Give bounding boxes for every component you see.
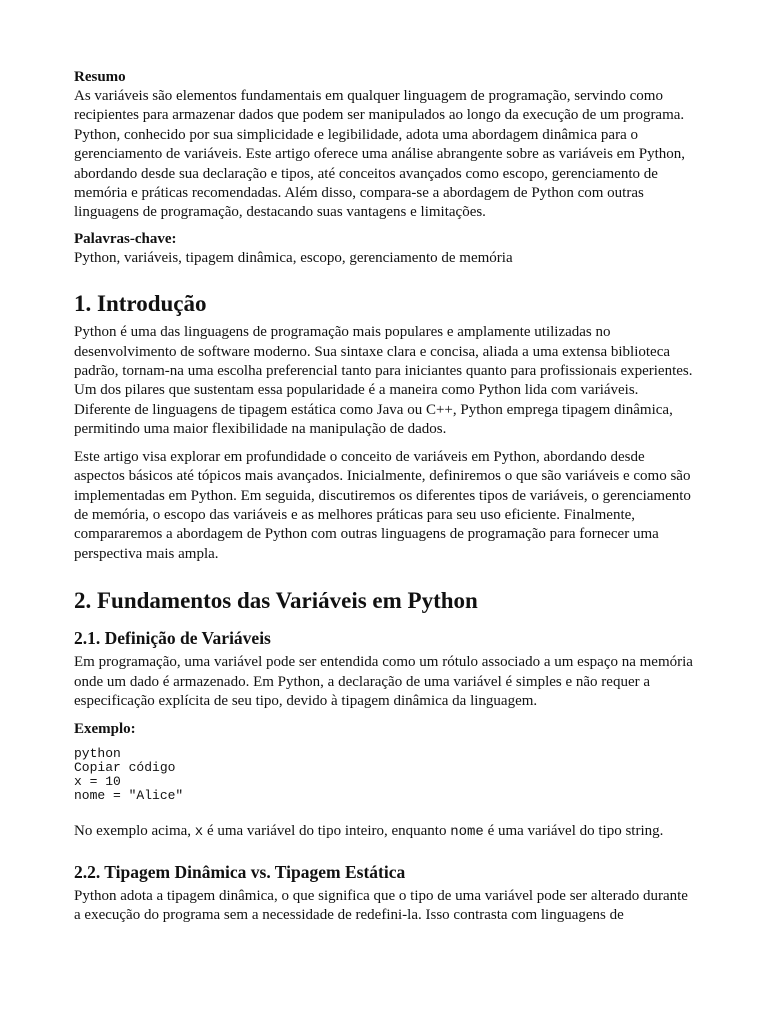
code-copy-label[interactable]: Copiar código [74,760,176,776]
keywords-text: Python, variáveis, tipagem dinâmica, escopo, gerenciamento de memória [74,249,513,266]
section-2-1-explanation [74,822,698,842]
explanation-text: é uma variável do tipo string. [483,822,664,839]
inline-code-x: x [194,823,204,840]
section-2-1-title: 2.1. Definição de Variáveis [74,628,271,649]
keywords-heading: Palavras-chave: [74,230,177,247]
section-2-1-text: Em programação, uma variável pode ser entendida como um rótulo associado a um espaço na memória onde um dado é armazenado. Em Python, a declaração de uma variável é simples e não requer a especificação explícita de seu tipo, devido à tipagem dinâmica da linguagem. [74,654,693,709]
code-block [74,747,698,802]
section-2-2-title: 2.2. Tipagem Dinâmica vs. Tipagem Estática [74,861,406,882]
section-2-2-text: Python adota a tipagem dinâmica, o que significa que o tipo de uma variável pode ser alterado durante a execução do programa sem a necessidade de redefini-la. Isso contrasta com linguagens de [74,887,688,924]
document-page [74,68,698,926]
section-1-title: 1. Introdução [74,291,207,317]
explanation-text: é uma variável do tipo inteiro, enquanto [203,822,451,839]
explanation-text: No exemplo acima, [74,822,195,839]
inline-code-nome: nome [450,823,484,840]
code-line: python [74,746,121,762]
abstract-heading: Resumo [74,69,126,85]
section-1-paragraph-1: Python é uma das linguagens de programação mais populares e amplamente utilizadas no desenvolvimento de software moderno. Sua sintaxe clara e concisa, aliada a uma extensa biblioteca padrão, tornam-na uma escolha preferencial tanto para iniciantes quanto para profissionais experientes. Um dos pilares que sustentam essa popularidade é a maneira como Python lida com variáveis. Diferente de linguagens de tipagem estática como Java ou C++, Python emprega tipagem dinâmica, permitindo uma maior flexibilidade na manipulação de dados. [74,324,693,438]
section-2-title: 2. Fundamentos das Variáveis em Python [74,588,478,614]
code-line: x = 10 [74,773,121,789]
abstract-text: As variáveis são elementos fundamentais em qualquer linguagem de programação, servindo como recipientes para armazenar dados que podem ser manipulados ao longo da execução de um programa. Python, conhecido por sua simplicidade e legibilidade, adota uma abordagem dinâmica para o gerenciamento de variáveis. Este artigo oferece uma análise abrangente sobre as variáveis em Python, abordando desde sua declaração e tipos, até conceitos avançados como escopo, gerenciamento de memória e práticas recomendadas. Além disso, compara-se a abordagem de Python com outras linguagens de programação, destacando suas vantagens e limitações. [74,88,685,221]
section-1-paragraph-2: Este artigo visa explorar em profundidade o conceito de variáveis em Python, abordando desde aspectos básicos até tópicos mais avançados. Inicialmente, definiremos o que são variáveis e como são implementadas em Python. Em seguida, discutiremos os diferentes tipos de variáveis, o gerenciamento de memória, o escopo das variáveis e as melhores práticas para seu uso eficiente. Finalmente, compararemos a abordagem de Python com outras linguagens de programação para fornecer uma perspectiva mais ampla. [74,448,691,562]
code-line: nome = "Alice" [74,787,184,803]
example-label: Exemplo: [74,721,136,738]
